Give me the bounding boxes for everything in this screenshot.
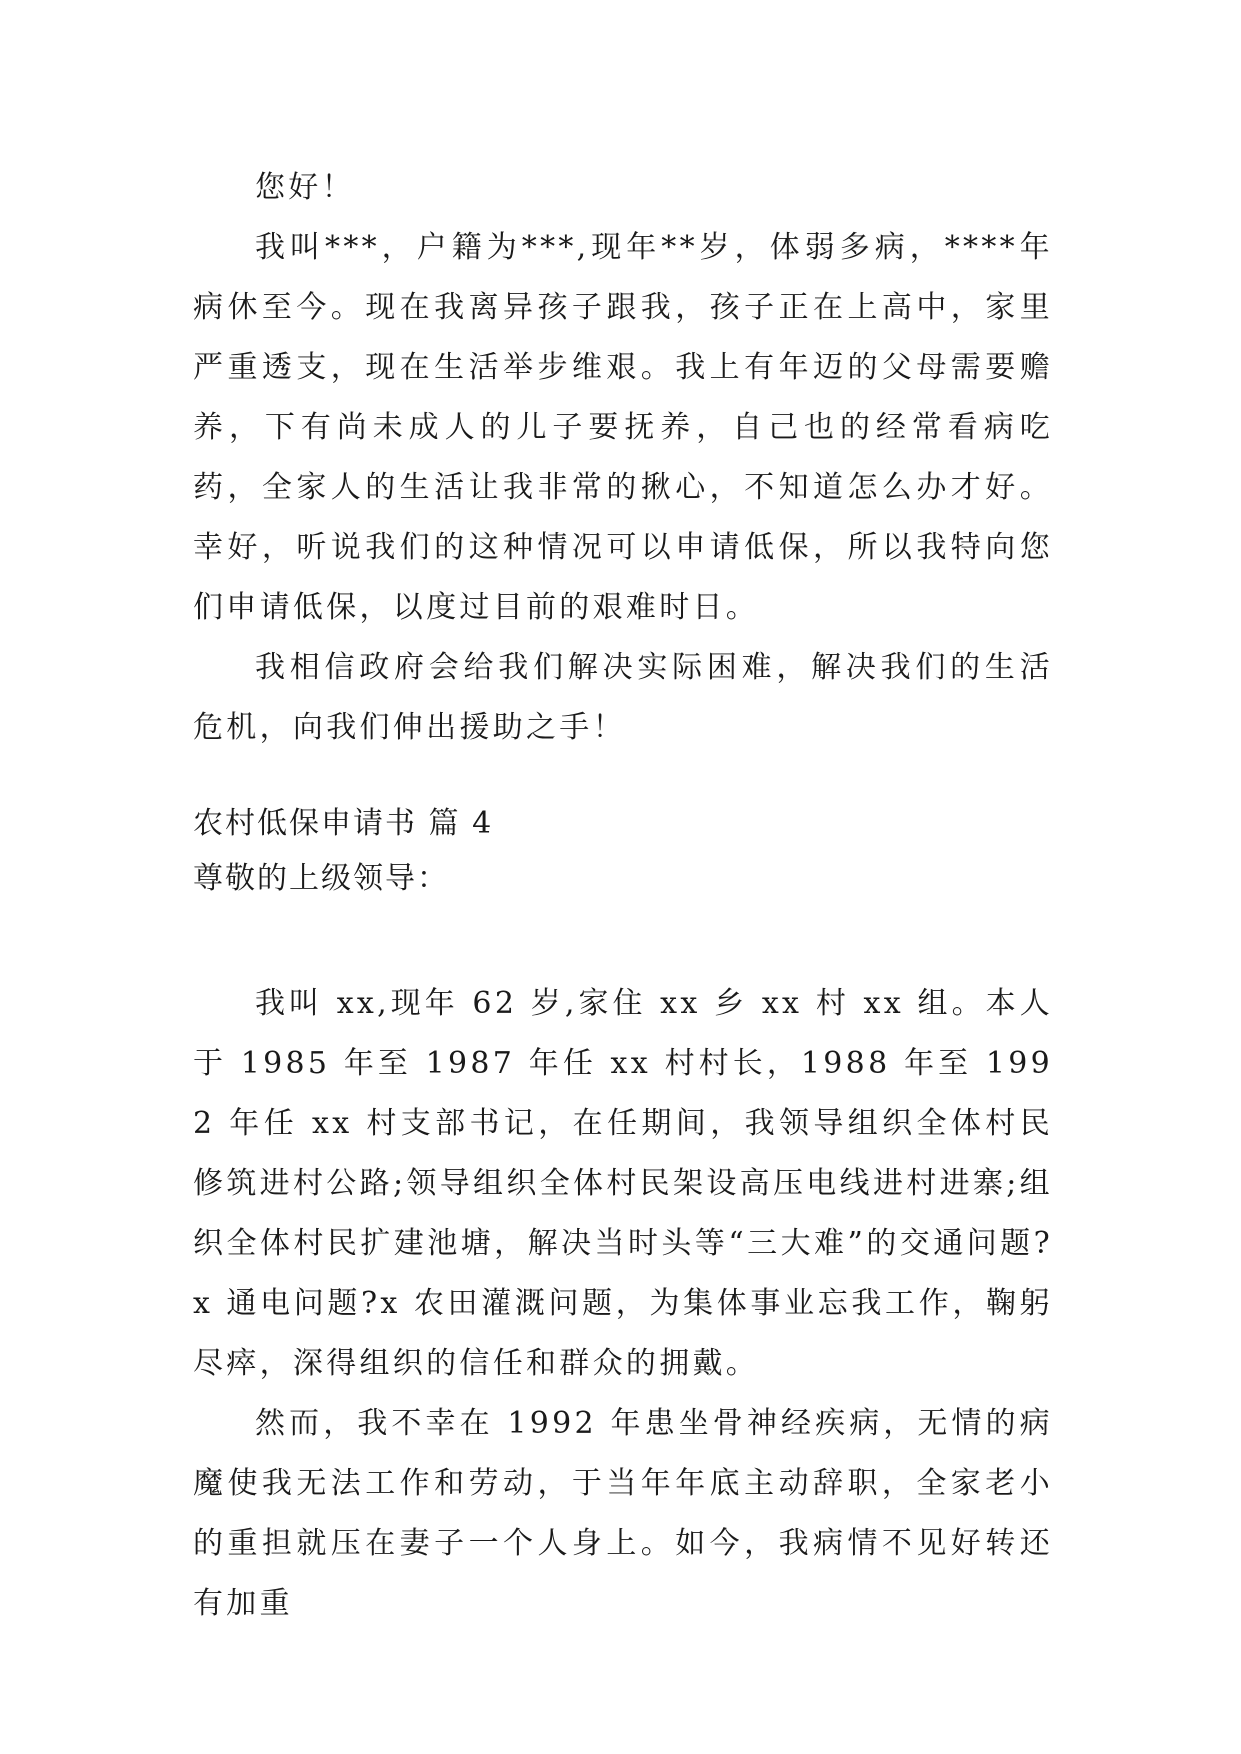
document-body (193, 158, 1053, 1634)
paragraph-closing: 我相信政府会给我们解决实际困难，解决我们的生活危机，向我们伸出援助之手！ (193, 650, 1053, 745)
paragraph-illness: 然而，我不幸在 1992 年患坐骨神经疾病，无情的病魔使我无法工作和劳动，于当年年底主动辞职，全家老小的重担就压在妻子一个人身上。如今，我病情不见好转还有加重 (193, 1406, 1053, 1621)
section-spacer (193, 758, 1053, 796)
salutation-spacer (193, 906, 1053, 974)
paragraph-background: 我叫 xx,现年 62 岁,家住 xx 乡 xx 村 xx 组。本人于 1985 年至 1987 年任 xx 村村长，1988 年至 1992 年任 xx 村支部书记，在任期间，我领导组织全体村民修筑进村公路;领导组织全体村民架设高压电线进村进寨;组织全体村民扩建池塘，解决当时头等“三大难”的交通问题?x 通电问题?x 农田灌溉问题，为集体事业忘我工作，鞠躬尽瘁，深得组织的信任和群众的拥戴。 (193, 986, 1053, 1381)
greeting-line: 您好！ (255, 170, 355, 205)
salutation-line: 尊敬的上级领导： (193, 861, 449, 896)
section-title: 农村低保申请书 篇 4 (193, 806, 494, 841)
paragraph-situation: 我叫***，户籍为***,现年**岁，体弱多病，****年病休至今。现在我离异孩子跟我，孩子正在上高中，家里严重透支，现在生活举步维艰。我上有年迈的父母需要赡养，下有尚未成人的儿子要抚养，自己也的经常看病吃药，全家人的生活让我非常的揪心，不知道怎么办才好。幸好，听说我们的这种情况可以申请低保，所以我特向您们申请低保，以度过目前的艰难时日。 (193, 230, 1053, 625)
